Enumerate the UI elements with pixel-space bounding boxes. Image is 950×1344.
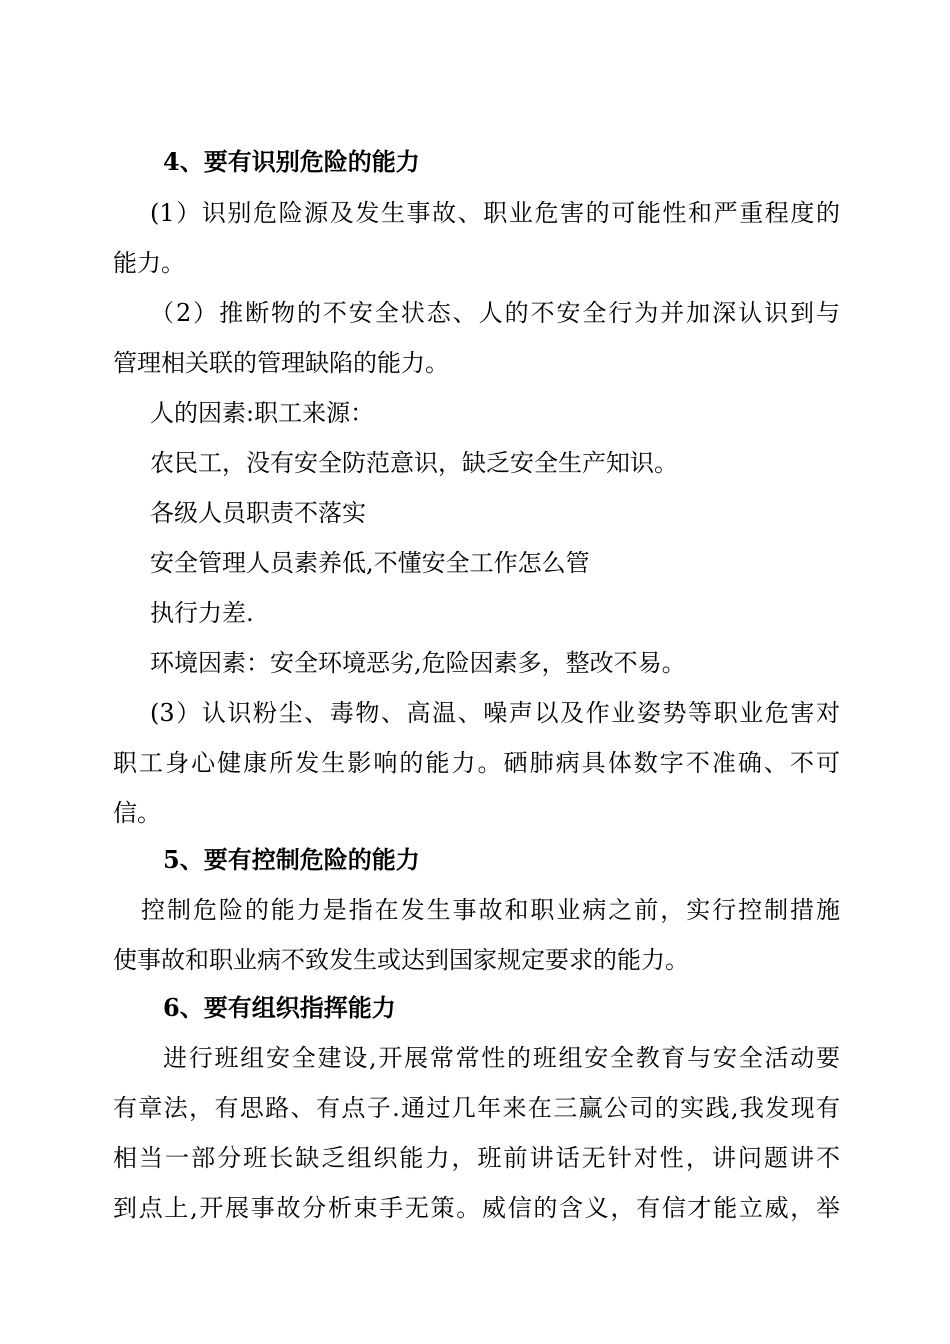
paragraph-line: 管理相关联的管理缺陷的能力。 [113, 349, 449, 377]
paragraph-line: 农民工，没有安全防范意识，缺乏安全生产知识。 [150, 449, 678, 477]
paragraph-line: 控制危险的能力是指在发生事故和职业病之前，实行控制措施 [141, 896, 840, 924]
paragraph-line: 信。 [113, 799, 161, 827]
paragraph-line: 进行班组安全建设,开展常常性的班组安全教育与安全活动要 [163, 1044, 840, 1072]
section-heading-5: 5、要有控制危险的能力 [163, 845, 420, 874]
paragraph-line: 相当一部分班长缺乏组织能力，班前讲话无针对性，讲问题讲不 [113, 1144, 840, 1172]
section-heading-6: 6、要有组织指挥能力 [163, 993, 396, 1022]
paragraph-line: 安全管理人员素养低,不懂安全工作怎么管 [150, 549, 590, 577]
paragraph-line: （2）推断物的不安全状态、人的不安全行为并加深认识到与 [150, 299, 840, 327]
paragraph-line: 使事故和职业病不致发生或达到国家规定要求的能力。 [113, 946, 689, 974]
paragraph-line: 人的因素:职工来源： [150, 399, 375, 427]
section-heading-4: 4、要有识别危险的能力 [163, 147, 420, 176]
paragraph-line: 各级人员职责不落实 [150, 499, 366, 527]
paragraph-line: 能力。 [113, 249, 185, 277]
paragraph-line: (3）认识粉尘、毒物、高温、噪声以及作业姿势等职业危害对 [150, 699, 840, 727]
paragraph-line: 环境因素：安全环境恶劣,危险因素多，整改不易。 [150, 649, 686, 677]
paragraph-line: (1）识别危险源及发生事故、职业危害的可能性和严重程度的 [150, 199, 840, 227]
paragraph-line: 到点上,开展事故分析束手无策。威信的含义，有信才能立威，举 [113, 1194, 840, 1222]
paragraph-line: 执行力差. [150, 599, 254, 627]
paragraph-line: 有章法，有思路、有点子.通过几年来在三赢公司的实践,我发现有 [113, 1094, 840, 1122]
paragraph-line: 职工身心健康所发生影响的能力。硒肺病具体数字不准确、不可 [113, 749, 840, 777]
